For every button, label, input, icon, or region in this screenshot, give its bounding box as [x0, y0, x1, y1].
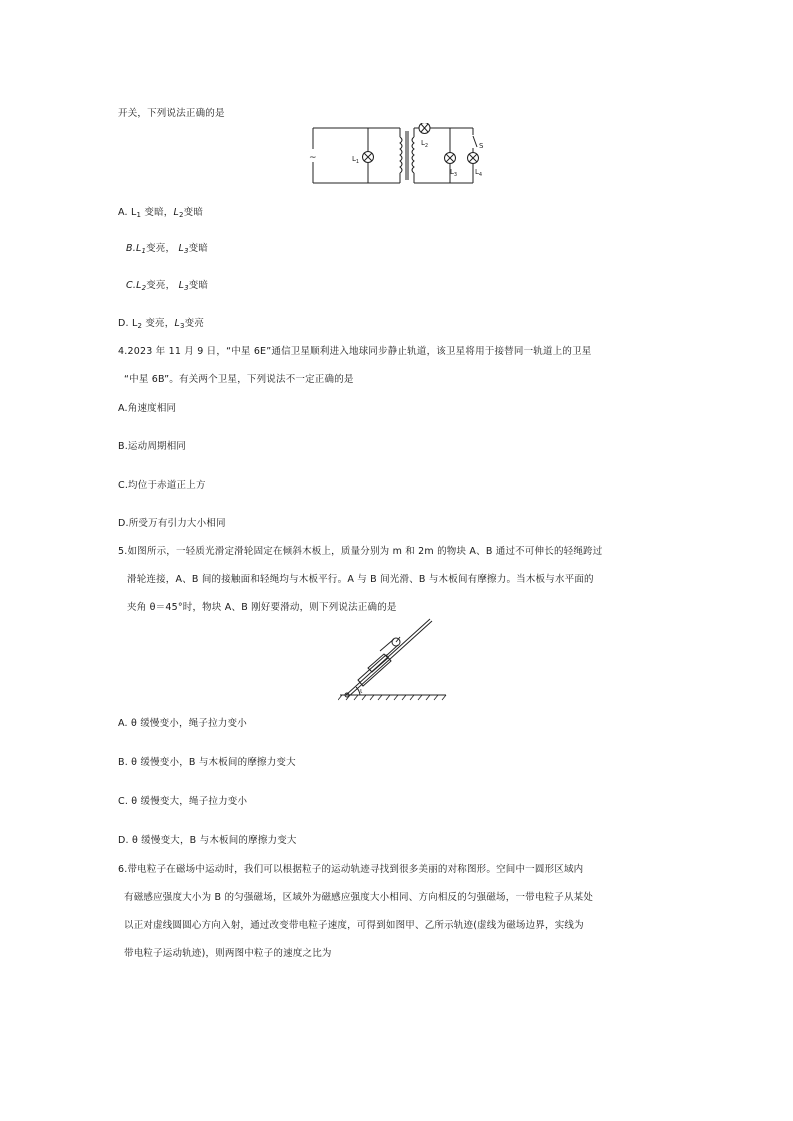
transformer-circuit-figure: [305, 123, 490, 188]
label-l4: $L_4$: [475, 168, 483, 178]
q4-stem-line2: “中星 6B”。有关两个卫星，下列说法不一定正确的是: [124, 374, 354, 385]
q3-option-c[interactable]: $C.L_2$变亮， $L_3$变暗: [126, 280, 209, 292]
label-l2: $L_2$: [421, 139, 429, 149]
q3-option-a[interactable]: A. $L_1$ 变暗，$L_2$变暗: [118, 207, 204, 219]
q6-stem-line1: 6.带电粒子在磁场中运动时，我们可以根据粒子的运动轨迹寻找到很多美丽的对称图形。空间中一圆形区域内: [118, 864, 584, 875]
q5-option-c[interactable]: C. θ 缓慢变大，绳子拉力变小: [118, 796, 248, 807]
q5-option-a[interactable]: A. θ 缓慢变小，绳子拉力变小: [118, 718, 247, 729]
label-l3: $L_3$: [450, 168, 458, 178]
q6-stem-line2: 有磁感应强度大小为 B 的匀强磁场，区域外为磁感应强度大小相同、方向相反的匀强磁场，一带电粒子从某处: [124, 892, 594, 903]
q5-stem-line1: 5.如图所示，一轻质光滑定滑轮固定在倾斜木板上，质量分别为 m 和 2m 的物块 A、B 通过不可伸长的轻绳跨过: [118, 546, 603, 557]
q3-option-d[interactable]: D. $L_2$ 变亮，$L_3$变亮: [118, 318, 205, 330]
q4-option-d[interactable]: D.所受万有引力大小相同: [118, 518, 226, 529]
q4-stem-line1: 4.2023 年 11 月 9 日，“中星 6E”通信卫星顺利进入地球同步静止轨道，该卫星将用于接替同一轨道上的卫星: [118, 346, 592, 357]
q4-option-a[interactable]: A.角速度相同: [118, 403, 177, 414]
label-switch: S: [479, 142, 484, 150]
q4-option-b[interactable]: B.运动周期相同: [118, 441, 187, 452]
ac-source-symbol: ~: [309, 153, 317, 163]
q5-stem-line3: 夹角 θ＝45°时，物块 A、B 刚好要滑动，则下列说法正确的是: [127, 602, 397, 613]
q5-stem-line2: 滑轮连接，A、B 间的接触面和轻绳均与木板平行。A 与 B 间光滑、B 与木板间有摩擦力。当木板与水平面的: [127, 574, 594, 585]
q3-option-b[interactable]: $B.L_1$变亮， $L_3$变暗: [126, 243, 208, 255]
q4-option-c[interactable]: C.均位于赤道正上方: [118, 480, 206, 491]
q5-option-d[interactable]: D. θ 缓慢变大，B 与木板间的摩擦力变大: [118, 835, 297, 846]
angle-label: ι: [360, 687, 363, 695]
question-intro-tail: 开关，下列说法正确的是: [118, 108, 225, 119]
q5-option-b[interactable]: B. θ 缓慢变小，B 与木板间的摩擦力变大: [118, 757, 296, 768]
label-l1: $L_1$: [352, 155, 360, 165]
q6-stem-line4: 带电粒子运动轨迹)，则两图中粒子的速度之比为: [124, 948, 332, 959]
q6-stem-line3: 以正对虚线圆圆心方向入射，通过改变带电粒子速度，可得到如图甲、乙所示轨迹(虚线为磁场边界，实线为: [124, 920, 584, 931]
incline-pulley-figure: [338, 615, 458, 705]
